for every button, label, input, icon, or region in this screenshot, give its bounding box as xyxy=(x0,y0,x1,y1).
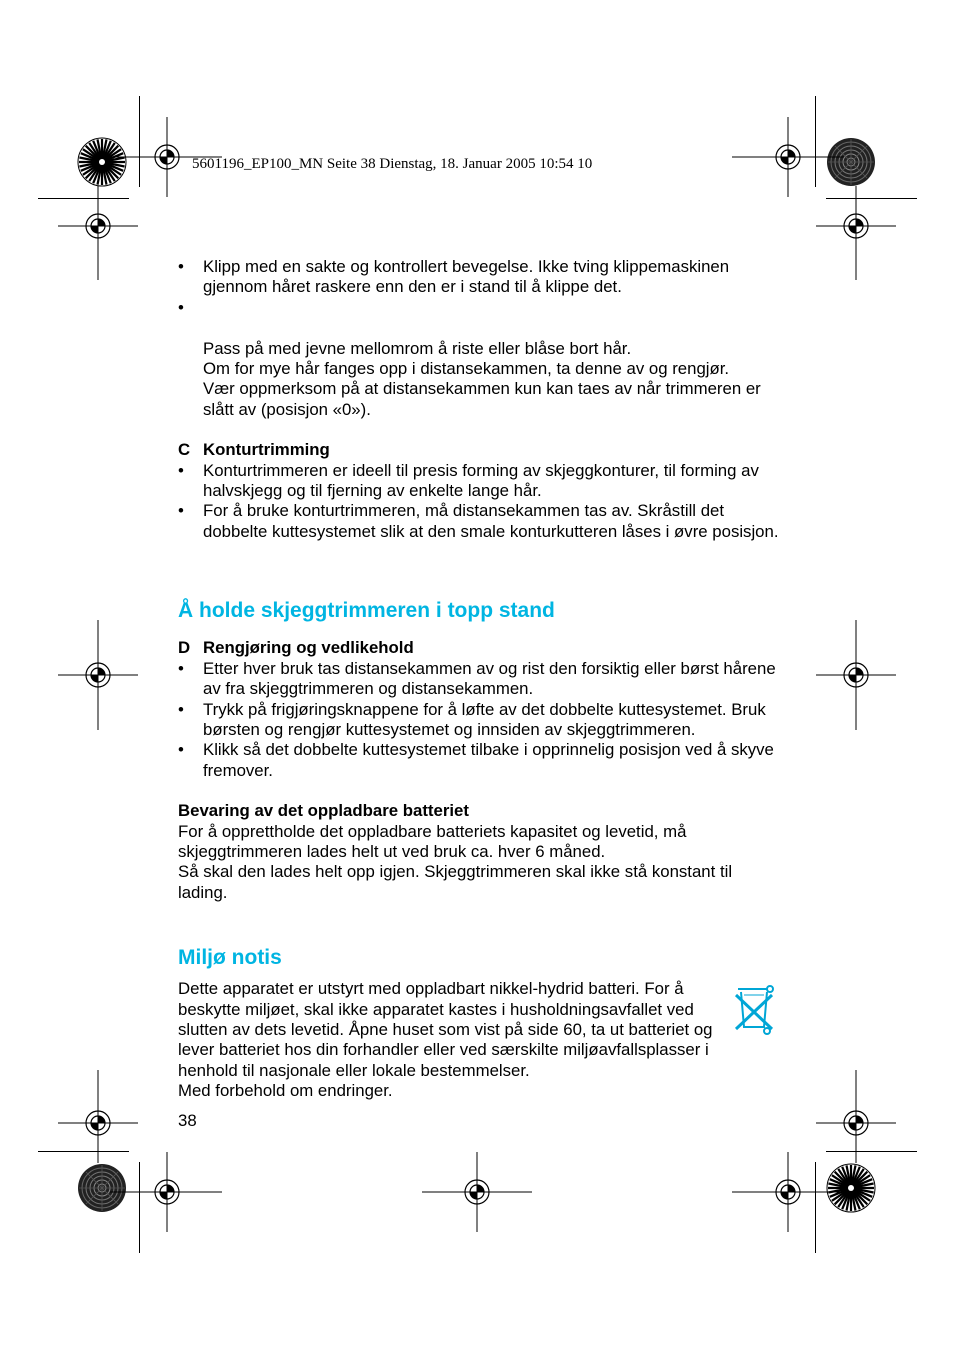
heading-environment: Miljø notis xyxy=(178,946,282,970)
bullet-text: For å bruke konturtrimmeren, må distansekammen tas av. Skråstill det dobbelte kuttesystemet slik at den smale konturkutteren låses i øvre posisjon. xyxy=(203,501,779,541)
environment-block xyxy=(178,979,782,1101)
list-item xyxy=(178,298,782,420)
page-content xyxy=(178,257,782,1102)
battery-text: For å opprettholde det oppladbare batteriets kapasitet og levetid, må skjeggtrimmeren lades helt ut ved bruk ca. hver 6 måned. Så skal den lades helt opp igjen. Skjeggtrimmeren skal ikke stå konstant til lading. xyxy=(178,821,733,902)
list-item xyxy=(178,700,782,741)
battery-heading: Bevaring av det oppladbare batteriet xyxy=(178,801,469,821)
bullet-text: Trykk på frigjøringsknappene for å løfte av det dobbelte kuttesystemet. Bruk børsten og rengjør kuttesystemet og innsiden av skjeggtrimmeren. xyxy=(203,699,766,739)
section-d-heading xyxy=(178,638,782,658)
bullet-icon: • xyxy=(178,297,184,317)
bullet-text: Klikk så det dobbelte kuttesystemet tilbake i opprinnelig posisjon ved å skyve fremover. xyxy=(203,740,774,780)
list-item xyxy=(178,740,782,781)
bullet-icon: • xyxy=(178,740,184,760)
section-title: Konturtrimming xyxy=(203,440,330,460)
page-number: 38 xyxy=(178,1111,197,1130)
bullet-text: Konturtrimmeren er ideell til presis forming av skjeggkonturer, til forming av halvskjegg og til fjerning av enkelte lange hår. xyxy=(203,460,759,501)
bullet-icon: • xyxy=(178,699,184,719)
print-header: 5601196_EP100_MN Seite 38 Dienstag, 18. Januar 2005 10:54 10 xyxy=(192,156,593,172)
bullet-icon: • xyxy=(178,501,184,521)
list-item xyxy=(178,461,782,502)
environment-text: Dette apparatet er utstyrt med oppladbart nikkel-hydrid batteri. For å beskytte miljøet, skal ikke apparatet kastes i husholdningsavfallet ved slutten av dets levetid. Åpne huset som vist på side 60, ta ut batteriet og lever batteriet hos din forhandler eller ved særskilte miljøavfallsplasser i henhold til nasjonale eller lokale bestemmelser. Med forbehold om endringer. xyxy=(178,979,713,1101)
bullet-icon: • xyxy=(178,257,184,276)
bullet-text: Klipp med en sakte og kontrollert bevegelse. Ikke tving klippemaskinen gjennom håret raskere enn den er i stand til å klippe det. xyxy=(203,257,730,297)
bullet-icon: • xyxy=(178,658,184,678)
list-item xyxy=(178,659,782,700)
list-item xyxy=(178,257,782,298)
section-letter: C xyxy=(178,440,191,460)
heading-care: Å holde skjeggtrimmeren i topp stand xyxy=(178,599,555,623)
section-c-heading xyxy=(178,440,782,460)
bullet-icon: • xyxy=(178,460,184,480)
bullet-text: Etter hver bruk tas distansekammen av og rist den forsiktig eller børst hårene av fra skjeggtrimmeren og distansekammen. xyxy=(203,658,776,699)
bullet-text: Pass på med jevne mellomrom å riste eller blåse bort hår. Om for mye hår fanges opp i distansekammen, ta denne av og rengjør. Vær oppmerksom på at distansekammen kun kan taes av når trimmeren er slått av (posisjon «0»). xyxy=(203,338,761,419)
crossed-out-wheelie-bin-icon xyxy=(730,979,780,1039)
list-item xyxy=(178,501,782,542)
section-title: Rengjøring og vedlikehold xyxy=(203,638,414,658)
section-letter: D xyxy=(178,638,191,658)
